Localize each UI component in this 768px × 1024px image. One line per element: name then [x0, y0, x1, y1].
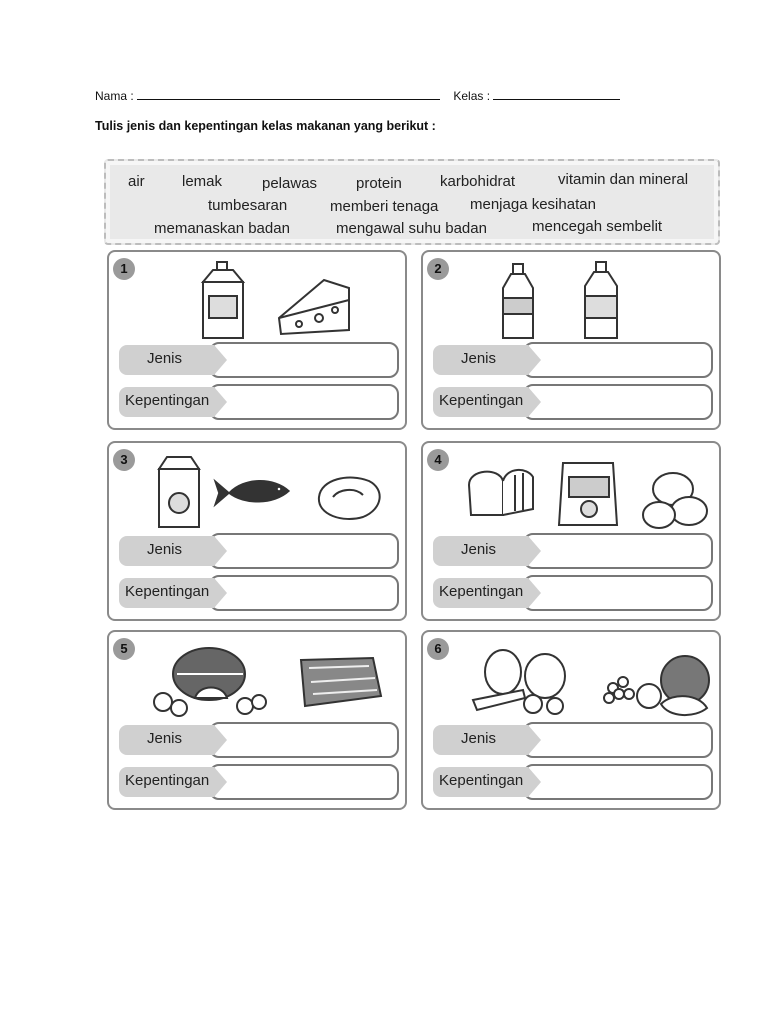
- kepentingan-answer-field[interactable]: [523, 575, 713, 611]
- word-tumbesaran: tumbesaran: [208, 197, 288, 214]
- word-memberi-tenaga: memberi tenaga: [330, 198, 439, 215]
- kepentingan-answer-field[interactable]: [209, 575, 399, 611]
- kepentingan-row: [119, 764, 399, 798]
- word-menjaga-kesihatan: menjaga kesihatan: [470, 196, 596, 213]
- jenis-row: [433, 722, 713, 756]
- jenis-answer-field[interactable]: [209, 533, 399, 569]
- card-number: 3: [113, 449, 135, 471]
- fish-icon: [215, 481, 289, 505]
- jenis-label: Jenis: [461, 730, 497, 747]
- word-bank: [104, 159, 720, 245]
- kepentingan-label: Kepentingan: [125, 392, 210, 409]
- kepentingan-label: Kepentingan: [439, 772, 524, 789]
- food-card-3: [107, 441, 407, 621]
- card-pictures: [463, 449, 713, 533]
- jenis-answer-field[interactable]: [523, 722, 713, 758]
- milk-carton-icon: [159, 457, 199, 527]
- card-pictures: [463, 258, 713, 342]
- word-karbohidrat: karbohidrat: [440, 173, 516, 190]
- potatoes-icon: [643, 473, 707, 528]
- cheese-icon: [279, 280, 349, 334]
- cereal-bag-icon: [559, 463, 617, 525]
- watermelon-vegetables-icon: [154, 648, 266, 716]
- food-card-1: [107, 250, 407, 430]
- word-pelawas: pelawas: [262, 175, 318, 192]
- kepentingan-label: Kepentingan: [439, 392, 524, 409]
- word-lemak: lemak: [182, 173, 223, 190]
- card-pictures: [149, 638, 399, 722]
- milk-carton-icon: [203, 262, 243, 338]
- kepentingan-answer-field[interactable]: [523, 764, 713, 800]
- word-memanaskan-badan: memanaskan badan: [154, 220, 290, 237]
- nama-blank[interactable]: [137, 88, 440, 100]
- jenis-row: [119, 533, 399, 567]
- kepentingan-row: [433, 575, 713, 609]
- jenis-label: Jenis: [461, 350, 497, 367]
- card-pictures: [149, 258, 399, 342]
- food-card-4: [421, 441, 721, 621]
- kepentingan-answer-field[interactable]: [523, 384, 713, 420]
- jenis-answer-field[interactable]: [523, 342, 713, 378]
- jenis-label: Jenis: [147, 350, 183, 367]
- jenis-row: [433, 533, 713, 567]
- jenis-answer-field[interactable]: [523, 533, 713, 569]
- vegetable-tray-icon: [301, 658, 381, 706]
- jenis-answer-field[interactable]: [209, 342, 399, 378]
- kepentingan-row: [433, 764, 713, 798]
- kepentingan-row: [119, 575, 399, 609]
- food-card-2: [421, 250, 721, 430]
- word-mencegah-sembelit: mencegah sembelit: [532, 218, 663, 235]
- kepentingan-label: Kepentingan: [125, 772, 210, 789]
- food-card-6: [421, 630, 721, 810]
- kepentingan-label: Kepentingan: [439, 583, 524, 600]
- kepentingan-answer-field[interactable]: [209, 764, 399, 800]
- word-air: air: [128, 173, 145, 190]
- food-card-5: [107, 630, 407, 810]
- instruction: Tulis jenis dan kepentingan kelas makanan yang berikut :: [95, 119, 436, 133]
- meat-icon: [319, 478, 380, 519]
- jenis-row: [433, 342, 713, 376]
- jenis-label: Jenis: [461, 541, 497, 558]
- jenis-label: Jenis: [147, 730, 183, 747]
- card-pictures: [149, 449, 399, 533]
- kelas-label: Kelas :: [453, 89, 491, 103]
- jenis-row: [119, 342, 399, 376]
- nama-label: Nama :: [95, 89, 134, 103]
- jenis-row: [119, 722, 399, 756]
- water-bottle-icon: [585, 262, 617, 338]
- student-header: [95, 88, 620, 103]
- card-number: 4: [427, 449, 449, 471]
- word-mengawal-suhu-badan: mengawal suhu badan: [336, 220, 487, 237]
- fruits-icon: [604, 656, 709, 715]
- card-number: 2: [427, 258, 449, 280]
- kepentingan-row: [433, 384, 713, 418]
- kepentingan-label: Kepentingan: [125, 583, 210, 600]
- kepentingan-row: [119, 384, 399, 418]
- card-number: 5: [113, 638, 135, 660]
- bread-icon: [469, 470, 533, 515]
- jenis-answer-field[interactable]: [209, 722, 399, 758]
- word-vitamin-dan-mineral: vitamin dan mineral: [558, 171, 689, 188]
- card-number: 6: [427, 638, 449, 660]
- word-protein: protein: [356, 175, 402, 192]
- water-bottle-icon: [503, 264, 533, 338]
- kelas-blank[interactable]: [493, 88, 620, 100]
- kepentingan-answer-field[interactable]: [209, 384, 399, 420]
- jenis-label: Jenis: [147, 541, 183, 558]
- vegetables-icon: [473, 650, 565, 714]
- card-pictures: [463, 638, 713, 722]
- card-number: 1: [113, 258, 135, 280]
